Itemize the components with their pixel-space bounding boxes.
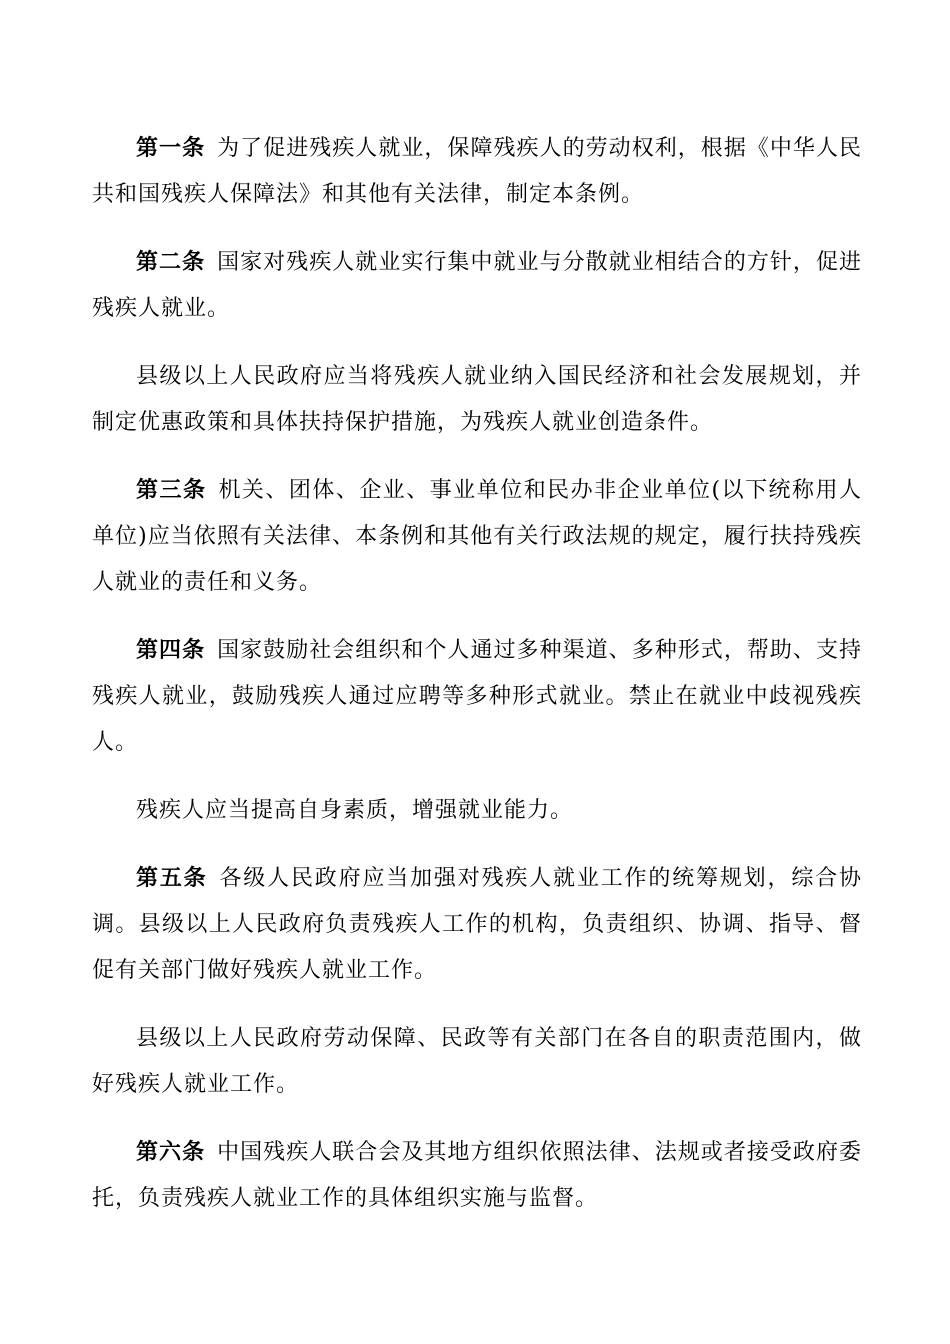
article-number: 第二条 (136, 250, 206, 275)
article-number: 第五条 (136, 866, 208, 891)
paragraph-text: 残疾人应当提高自身素质，增强就业能力。 (136, 798, 574, 823)
article-number: 第三条 (136, 478, 207, 503)
paragraph-text: 国家鼓励社会组织和个人通过多种渠道、多种形式，帮助、支持残疾人就业，鼓励残疾人通过应聘等多种形式就业。禁止在就业中歧视残疾人。 (92, 638, 862, 755)
paragraph-article-4 (92, 628, 862, 766)
paragraph-article-5 (92, 856, 862, 994)
paragraph-text: 为了促进残疾人就业，保障残疾人的劳动权利，根据《中华人民共和国残疾人保障法》和其他有关法律，制定本条例。 (92, 136, 862, 207)
paragraph-text: 各级人民政府应当加强对残疾人就业工作的统筹规划，综合协调。县级以上人民政府负责残疾人工作的机构，负责组织、协调、指导、督促有关部门做好残疾人就业工作。 (92, 866, 862, 983)
document-body (92, 126, 862, 1244)
paragraph-article-2-clause-2 (92, 354, 862, 446)
paragraph-text: 国家对残疾人就业实行集中就业与分散就业相结合的方针，促进残疾人就业。 (92, 250, 862, 321)
paragraph-article-4-clause-2 (92, 788, 862, 834)
paragraph-text: 县级以上人民政府劳动保障、民政等有关部门在各自的职责范围内，做好残疾人就业工作。 (92, 1026, 862, 1097)
paragraph-article-6 (92, 1130, 862, 1222)
paragraph-article-3 (92, 468, 862, 606)
article-number: 第四条 (136, 638, 206, 663)
article-number: 第一条 (136, 136, 206, 161)
paragraph-text: 机关、团体、企业、事业单位和民办非企业单位(以下统称用人单位)应当依照有关法律、本条例和其他有关行政法规的规定，履行扶持残疾人就业的责任和义务。 (92, 478, 862, 595)
paragraph-text: 中国残疾人联合会及其地方组织依照法律、法规或者接受政府委托，负责残疾人就业工作的具体组织实施与监督。 (92, 1140, 862, 1211)
article-number: 第六条 (136, 1140, 206, 1165)
paragraph-article-5-clause-2 (92, 1016, 862, 1108)
paragraph-text: 县级以上人民政府应当将残疾人就业纳入国民经济和社会发展规划，并制定优惠政策和具体扶持保护措施，为残疾人就业创造条件。 (92, 364, 862, 435)
paragraph-article-2 (92, 240, 862, 332)
paragraph-article-1 (92, 126, 862, 218)
